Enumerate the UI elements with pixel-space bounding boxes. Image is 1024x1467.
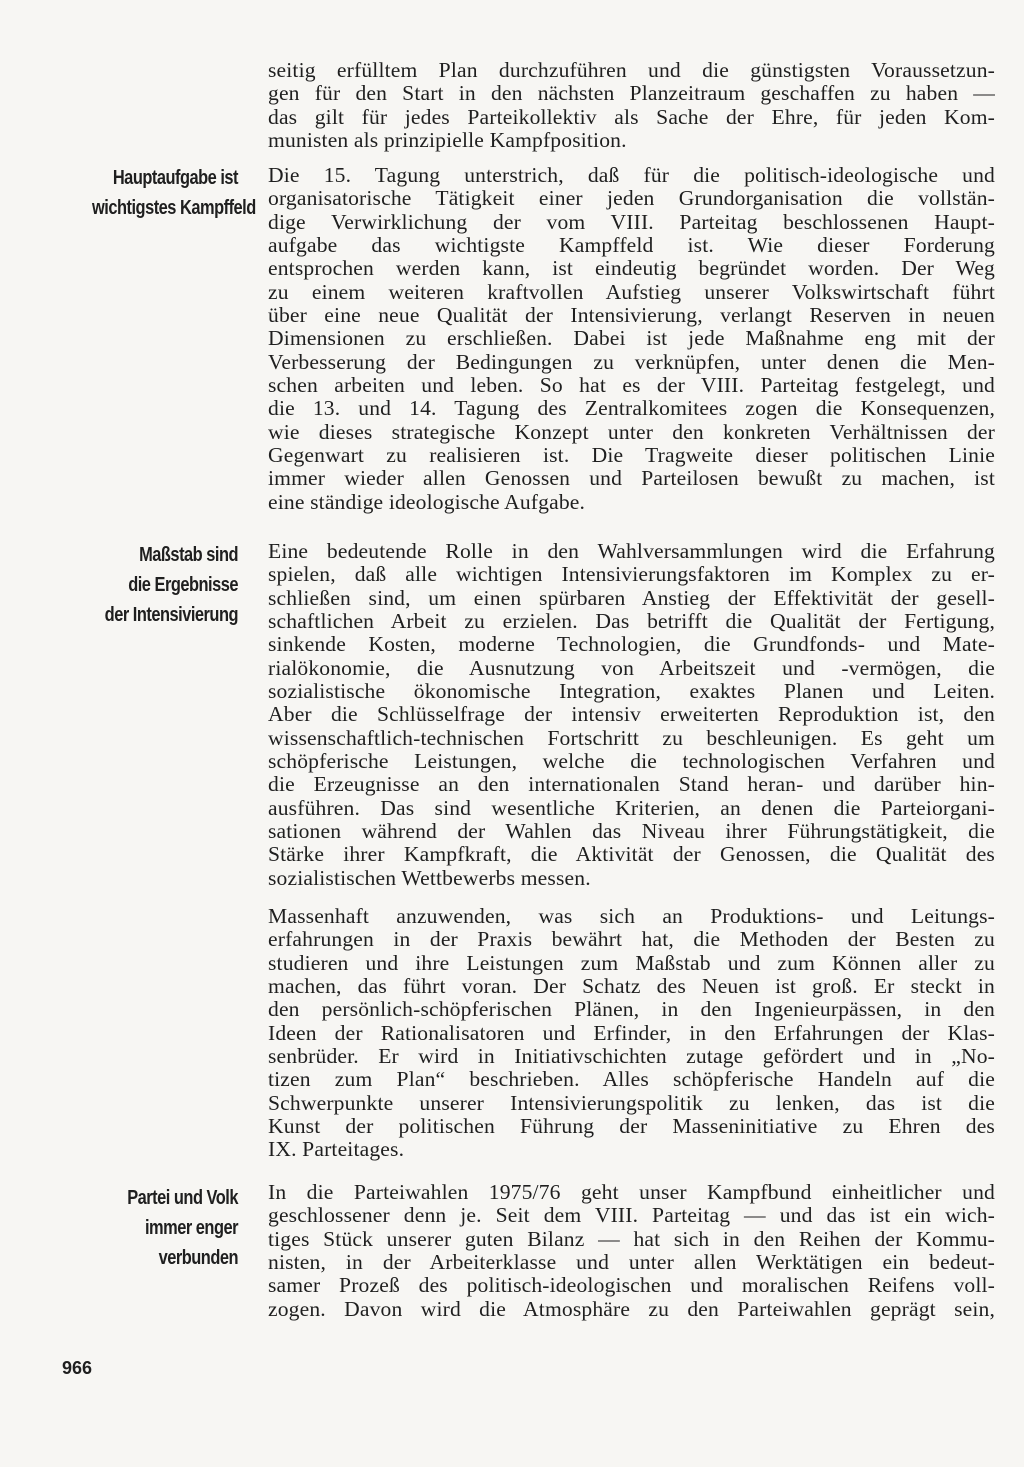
text-line: schließen sind, um einen spürbaren Anstieg der Effektivität der gesell- [268,585,995,610]
text-line: senbrüder. Er wird in Initiativschichten zutage gefördert und in „No- [268,1044,995,1069]
margin-note-line: die Ergebnisse [128,574,238,596]
text-line: Aber die Schlüsselfrage der intensiv erweiterten Reproduktion ist, den [268,702,995,727]
text-line: Ideen der Rationalisatoren und Erfinder, in den Erfahrungen der Klas- [268,1020,995,1045]
text-line: erfahrungen in der Praxis bewährt hat, die Methoden der Besten zu [268,927,995,952]
text-line: sinkende Kosten, moderne Technologien, die Grundfonds- und Mate- [268,632,995,657]
text-line: In die Parteiwahlen 1975/76 geht unser Kampfbund einheitlicher und [268,1180,995,1204]
margin-note-line: wichtigstes Kampffeld [92,197,256,219]
text-line: schöpferische Leistungen, welche die technologischen Verfahren und [268,749,995,774]
text-line: spielen, daß alle wichtigen Intensivierungsfaktoren im Komplex zu er- [268,562,995,587]
text-line: tizen zum Plan“ beschrieben. Alles schöpferische Handeln auf die [268,1067,995,1092]
text-line: den persönlich-schöpferischen Plänen, in den Ingenieurpässen, in den [268,997,995,1022]
text-line: rialökonomie, die Ausnutzung von Arbeitszeit und -vermögen, die [268,655,995,680]
text-line: Kunst der politischen Führung der Masseninitiative zu Ehren des [268,1114,995,1139]
paragraph-2 [268,164,995,514]
text-line: Die 15. Tagung unterstrich, daß für die politisch-ideologische und [268,163,995,187]
text-line: Eine bedeutende Rolle in den Wahlversammlungen wird die Erfahrung [268,539,995,563]
text-line: Verbesserung der Bedingungen zu verknüpfen, unter denen die Men- [268,349,995,374]
paragraph-3 [268,540,995,890]
text-line: samer Prozeß des politisch-ideologischen und moralischen Reifens voll- [268,1273,995,1298]
text-line: die 13. und 14. Tagung des Zentralkomitees zogen die Konsequenzen, [268,396,995,421]
text-line: organisatorische Tätigkeit einer jeden Grundorganisation die vollstän- [268,186,995,211]
paragraph-1 [268,59,995,152]
text-line: Schwerpunkte unserer Intensivierungspolitik zu lenken, das ist die [268,1090,995,1115]
text-line: munisten als prinzipielle Kampfposition. [268,128,627,153]
paragraph-5 [268,1181,995,1321]
text-line: gen für den Start in den nächsten Planzeitraum geschaffen zu haben — [268,81,995,106]
text-line: studieren und ihre Leistungen zum Maßstab und zum Können aller zu [268,950,995,975]
margin-note-line: Partei und Volk [127,1187,238,1209]
text-line: sationen während der Wahlen das Niveau ihrer Führungstätigkeit, die [268,819,995,844]
text-line: machen, das führt voran. Der Schatz des Neuen ist groß. Er steckt in [268,974,995,999]
text-line: die Erzeugnisse an den internationalen Stand heran- und darüber hin- [268,772,995,797]
text-line: schen arbeiten und leben. So hat es der VIII. Parteitag festgelegt, und [268,373,995,398]
text-line: tiges Stück unserer guten Bilanz — hat sich in den Reihen der Kommu- [268,1226,995,1251]
text-line: IX. Parteitages. [268,1137,405,1162]
text-line: Massenhaft anzuwenden, was sich an Produktions- und Leitungs- [268,904,995,928]
text-line: Dimensionen zu erschließen. Dabei ist jede Maßnahme eng mit der [268,326,995,351]
margin-note-line: verbunden [158,1247,238,1269]
text-line: schaftlichen Arbeit zu erzielen. Das betrifft die Qualität der Fertigung, [268,609,995,634]
text-line: sozialistische ökonomische Integration, exaktes Planen und Leiten. [268,679,995,704]
margin-note-line: Maßstab sind [139,544,238,566]
paragraph-4 [268,905,995,1162]
margin-note-2 [92,540,238,630]
text-line: zu einem weiteren kraftvollen Aufstieg unserer Volkswirtschaft führt [268,279,995,304]
text-line: Gegenwart zu realisieren ist. Die Tragweite dieser politischen Linie [268,443,995,468]
text-line: Stärke ihrer Kampfkraft, die Aktivität der Genossen, die Qualität des [268,842,995,867]
text-line: wissenschaftlich-technischen Fortschritt zu beschleunigen. Es geht um [268,725,995,750]
page-number: 966 [62,1358,93,1378]
text-line: aufgabe das wichtigste Kampffeld ist. Wie dieser Forderung [268,233,995,258]
text-line: eine ständige ideologische Aufgabe. [268,489,586,514]
margin-note-3 [92,1183,238,1273]
text-line: geschlossener denn je. Seit dem VIII. Parteitag — und das ist ein wich- [268,1203,995,1228]
text-line: nisten, in der Arbeiterklasse und unter allen Werktätigen ein bedeut- [268,1250,995,1275]
text-line: immer wieder allen Genossen und Parteilosen bewußt zu machen, ist [268,466,995,491]
margin-note-line: Hauptaufgabe ist [112,167,238,189]
text-line: entsprochen werden kann, ist eindeutig begründet worden. Der Weg [268,256,995,281]
text-line: zogen. Davon wird die Atmosphäre zu den Parteiwahlen geprägt sein, [268,1296,995,1321]
text-line: sozialistischen Wettbewerbs messen. [268,865,591,890]
margin-note-line: der Intensivierung [104,604,238,626]
text-line: über eine neue Qualität der Intensivierung, verlangt Reserven in neuen [268,303,995,328]
margin-note-1 [92,163,256,223]
text-line: seitig erfülltem Plan durchzuführen und die günstigsten Voraussetzun- [268,58,995,82]
text-line: wie dieses strategische Konzept unter den konkreten Verhältnissen der [268,419,995,444]
text-line: dige Verwirklichung der vom VIII. Parteitag beschlossenen Haupt- [268,209,995,234]
text-line: das gilt für jedes Parteikollektiv als Sache der Ehre, für jeden Kom- [268,104,995,129]
margin-note-line: immer enger [144,1217,238,1239]
text-line: ausführen. Das sind wesentliche Kriterien, an denen die Parteiorgani- [268,795,995,820]
